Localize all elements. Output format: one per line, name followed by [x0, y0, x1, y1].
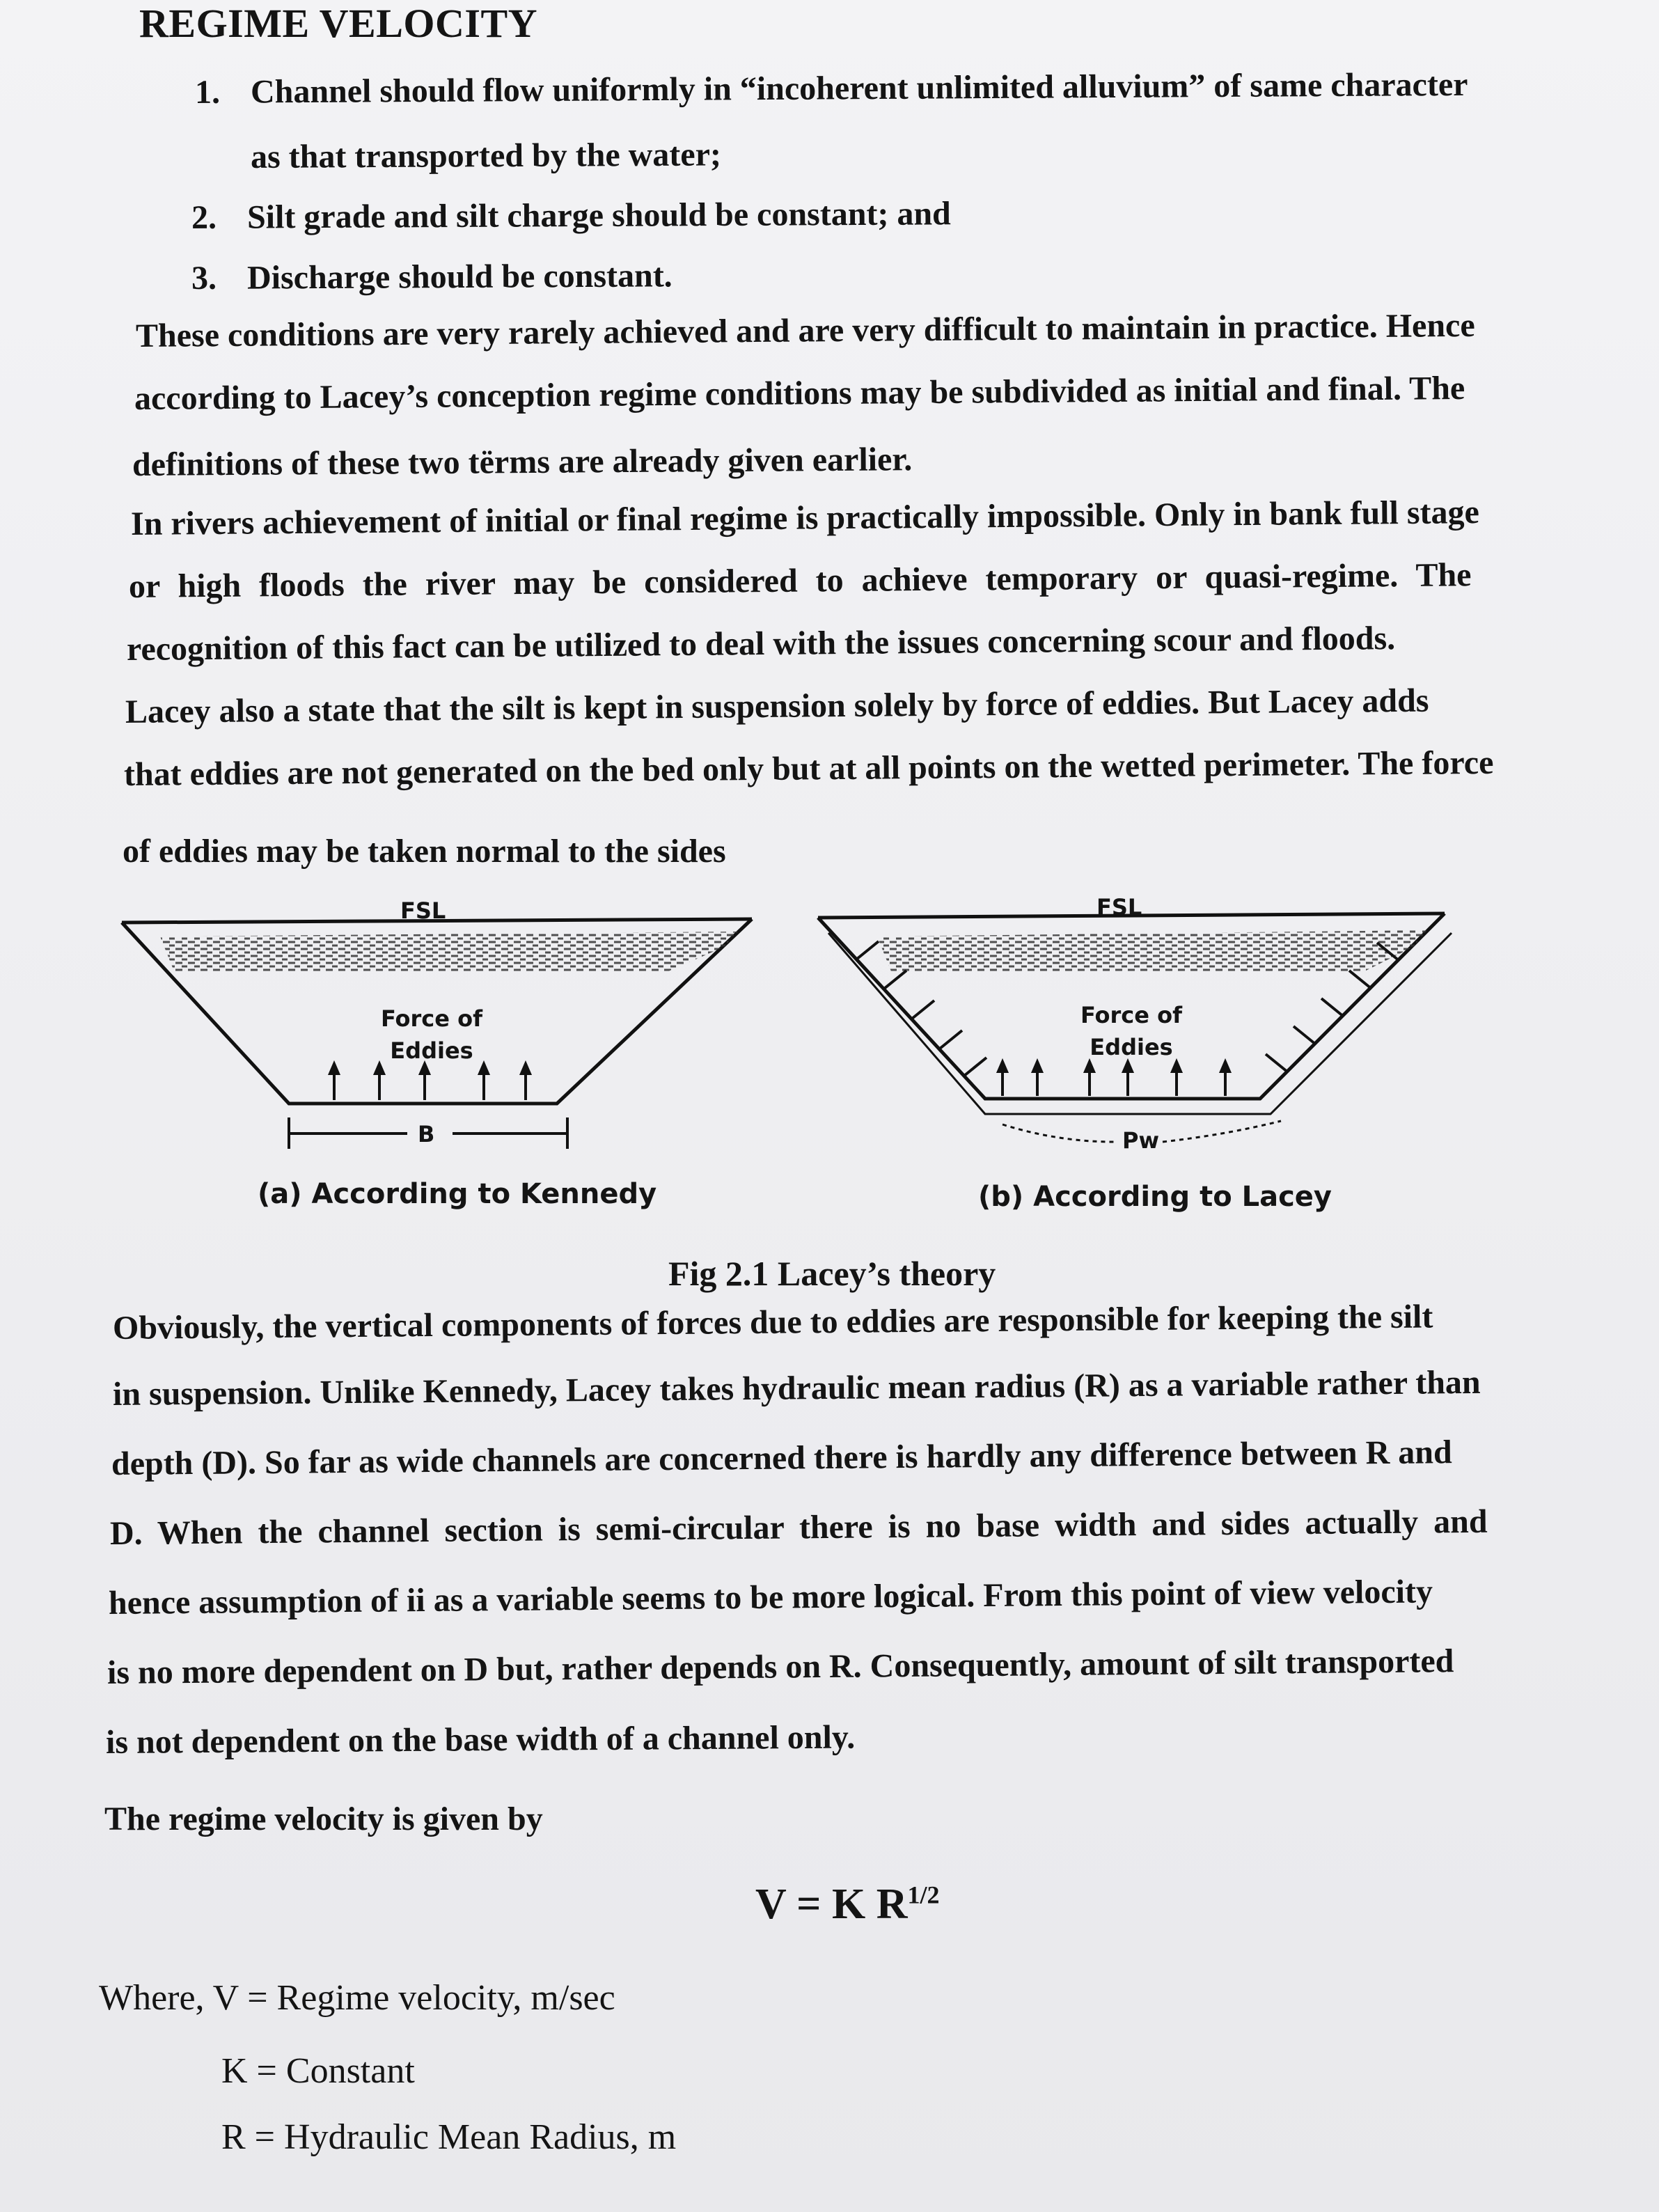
formula-base: V = K R: [755, 1881, 908, 1928]
paragraph-1-line-2: according to Lacey’s conception regime conditions may be subdivided as initial and final. The: [134, 369, 1465, 417]
force-label-line: Eddies: [390, 1037, 473, 1064]
paragraph-3-line-3: depth (D). So far as wide channels are concerned there is hardly any difference between R and: [111, 1434, 1452, 1482]
regime-velocity-formula: [755, 1880, 940, 1929]
formula-intro: The regime velocity is given by: [104, 1801, 543, 1837]
formula-exponent: 1/2: [907, 1881, 940, 1909]
where-line-3: R = Hydraulic Mean Radius, m: [221, 2117, 677, 2157]
kennedy-force-label: [372, 1003, 491, 1067]
paragraph-2-line-2: or high floods the river may be considered to achieve temporary or quasi-regime. The: [128, 556, 1472, 605]
condition-item-1-continued: as that transported by the water;: [250, 136, 722, 175]
where-line-2: K = Constant: [221, 2051, 415, 2091]
where-line-1: Where, V = Regime velocity, m/sec: [99, 1978, 615, 2018]
lacey-force-label: [1072, 999, 1190, 1063]
paragraph-2-line-6: of eddies may be taken normal to the sides: [123, 833, 726, 870]
paragraph-2-line-1: In rivers achievement of initial or final regime is practically impossible. Only in bank full stage: [130, 494, 1480, 542]
eddy-force-arrows: [998, 1062, 1229, 1096]
paragraph-1-line-3: definitions of these two tërms are already given earlier.: [132, 441, 913, 483]
lacey-caption: (b) According to Lacey: [978, 1181, 1332, 1213]
paragraph-2-line-3: recognition of this fact can be utilized to deal with the issues concerning scour and floods.: [126, 620, 1396, 668]
kennedy-caption: (a) According to Kennedy: [258, 1178, 657, 1210]
condition-number: 3.: [191, 259, 217, 297]
kennedy-fsl-label: FSL: [400, 897, 446, 924]
water-hatching: [877, 930, 1427, 971]
figure-title: Fig 2.1 Lacey’s theory: [668, 1254, 996, 1293]
paragraph-1-line-1: These conditions are very rarely achieved and are very difficult to maintain in practice. Hence: [135, 306, 1475, 354]
condition-number: 2.: [191, 198, 217, 236]
force-label-line: Force of: [1080, 1002, 1183, 1028]
lacey-fsl-label: FSL: [1096, 894, 1142, 920]
condition-text: Silt grade and silt charge should be constant; and: [246, 195, 951, 236]
paragraph-3-line-4: D. When the channel section is semi-circular there is no base width and sides actually and: [109, 1503, 1488, 1552]
paragraph-3-line-2: in suspension. Unlike Kennedy, Lacey takes hydraulic mean radius (R) as a variable rather than: [112, 1363, 1481, 1413]
force-label-line: Force of: [380, 1005, 483, 1032]
eddy-force-arrows: [330, 1064, 530, 1100]
water-hatching: [160, 932, 738, 971]
paragraph-3-line-1: Obviously, the vertical components of forces due to eddies are responsible for keeping the silt: [112, 1298, 1433, 1347]
condition-text: Channel should flow uniformly in “incoherent unlimited alluvium” of same character: [250, 65, 1468, 111]
section-heading: REGIME VELOCITY: [139, 1, 538, 46]
force-label-line: Eddies: [1090, 1034, 1173, 1060]
paragraph-3-line-7: is not dependent on the base width of a channel only.: [105, 1718, 856, 1761]
paragraph-2-line-4: Lacey also a state that the silt is kept in suspension solely by force of eddies. But Lacey adds: [125, 682, 1429, 730]
paragraph-3-line-6: is no more dependent on D but, rather depends on R. Consequently, amount of silt transported: [107, 1642, 1454, 1691]
paragraph-3-line-5: hence assumption of ii as a variable seems to be more logical. From this point of view velocity: [108, 1573, 1433, 1622]
wetted-perimeter-label: Pw: [1122, 1127, 1160, 1154]
base-width-label: B: [418, 1121, 435, 1147]
paragraph-2-line-5: that eddies are not generated on the bed only but at all points on the wetted perimeter. The force: [123, 744, 1494, 793]
condition-number: 1.: [194, 73, 221, 111]
perimeter-dimension: [1003, 1124, 1114, 1142]
condition-text: Discharge should be constant.: [246, 257, 673, 297]
